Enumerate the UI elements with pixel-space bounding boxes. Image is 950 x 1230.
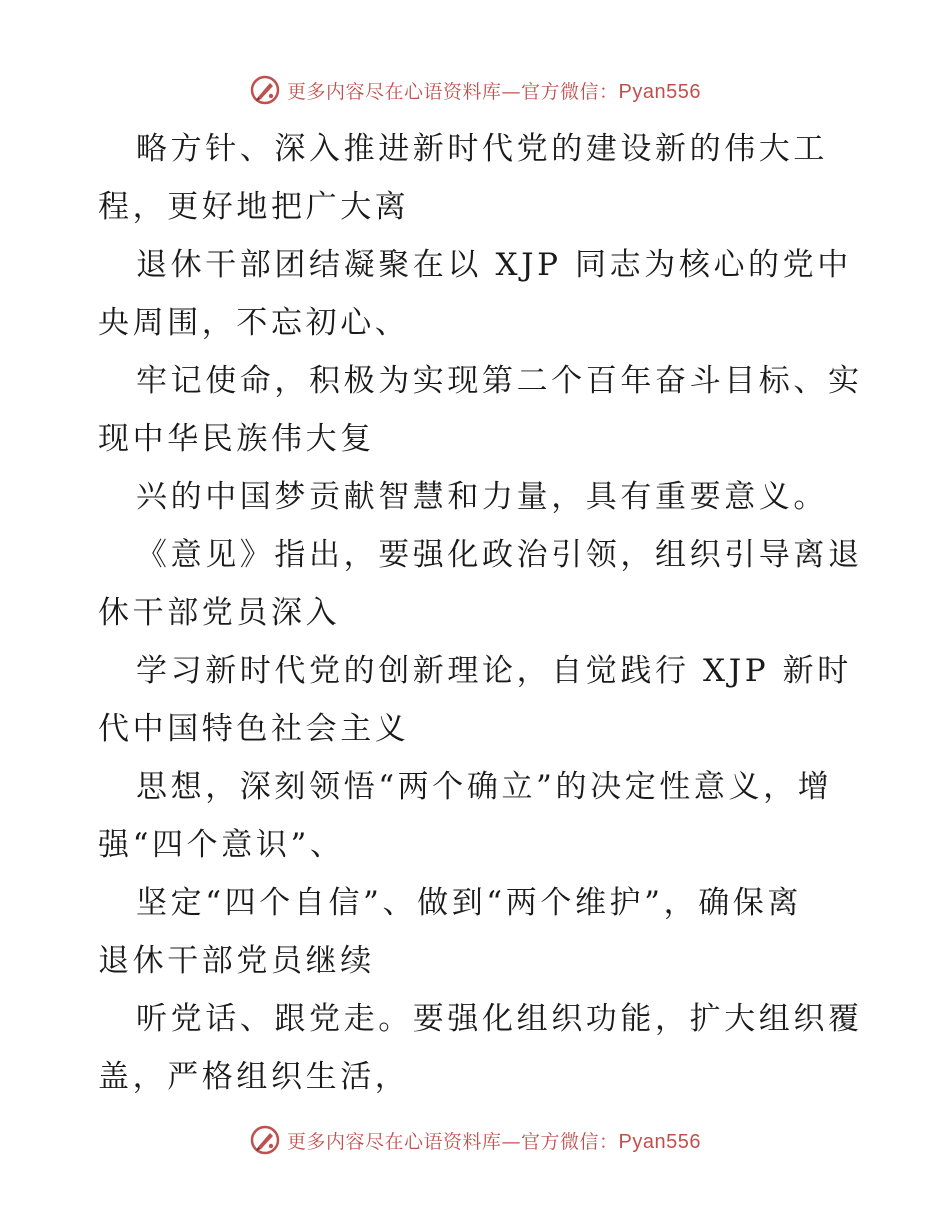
text-line: 学习新时代党的创新理论，自觉践行 XJP 新时 — [136, 653, 852, 689]
text-line: 听党话、跟党走。要强化组织功能，扩大组织覆 — [136, 1001, 863, 1037]
pen-logo-icon — [249, 1124, 281, 1156]
text-line: 代中国特色社会主义 — [98, 711, 410, 747]
header-banner-text — [287, 77, 701, 104]
text-line: 《意见》指出，要强化政治引领，组织引导离退 — [136, 537, 863, 573]
text-line: 央周围，不忘初心、 — [98, 305, 410, 341]
text-line: 现中华民族伟大复 — [98, 421, 375, 457]
text-line: 退休干部团结凝聚在以 XJP 同志为核心的党中 — [136, 247, 852, 283]
text-line: 程，更好地把广大离 — [98, 189, 410, 225]
footer-banner-inner — [249, 1124, 701, 1156]
header-banner — [0, 70, 950, 110]
header-banner-separator: —官方微信： — [501, 80, 619, 103]
text-line: 坚定“四个自信”、做到“两个维护”，确保离 — [136, 885, 802, 921]
text-line: 略方针、深入推进新时代党的建设新的伟大工 — [136, 131, 828, 167]
header-banner-inner — [249, 74, 701, 106]
header-banner-title: 更多内容尽在心语资料库 — [287, 80, 502, 103]
text-line: 休干部党员深入 — [98, 595, 341, 631]
footer-banner-text — [287, 1127, 701, 1154]
text-line: 兴的中国梦贡献智慧和力量，具有重要意义。 — [136, 479, 828, 515]
text-line: 盖，严格组织生活， — [98, 1059, 410, 1095]
footer-banner — [0, 1120, 950, 1160]
text-line: 退休干部党员继续 — [98, 943, 375, 979]
footer-banner-wechat-id: Pyan556 — [618, 1130, 701, 1153]
footer-banner-separator: —官方微信： — [501, 1130, 619, 1153]
text-line: 强“四个意识”、 — [98, 827, 345, 863]
header-banner-wechat-id: Pyan556 — [618, 80, 701, 103]
text-line: 牢记使命，积极为实现第二个百年奋斗目标、实 — [136, 363, 863, 399]
footer-banner-title: 更多内容尽在心语资料库 — [287, 1130, 502, 1153]
document-body — [98, 120, 863, 1106]
text-line: 思想，深刻领悟“两个确立”的决定性意义，增 — [136, 769, 833, 805]
pen-logo-icon — [249, 74, 281, 106]
